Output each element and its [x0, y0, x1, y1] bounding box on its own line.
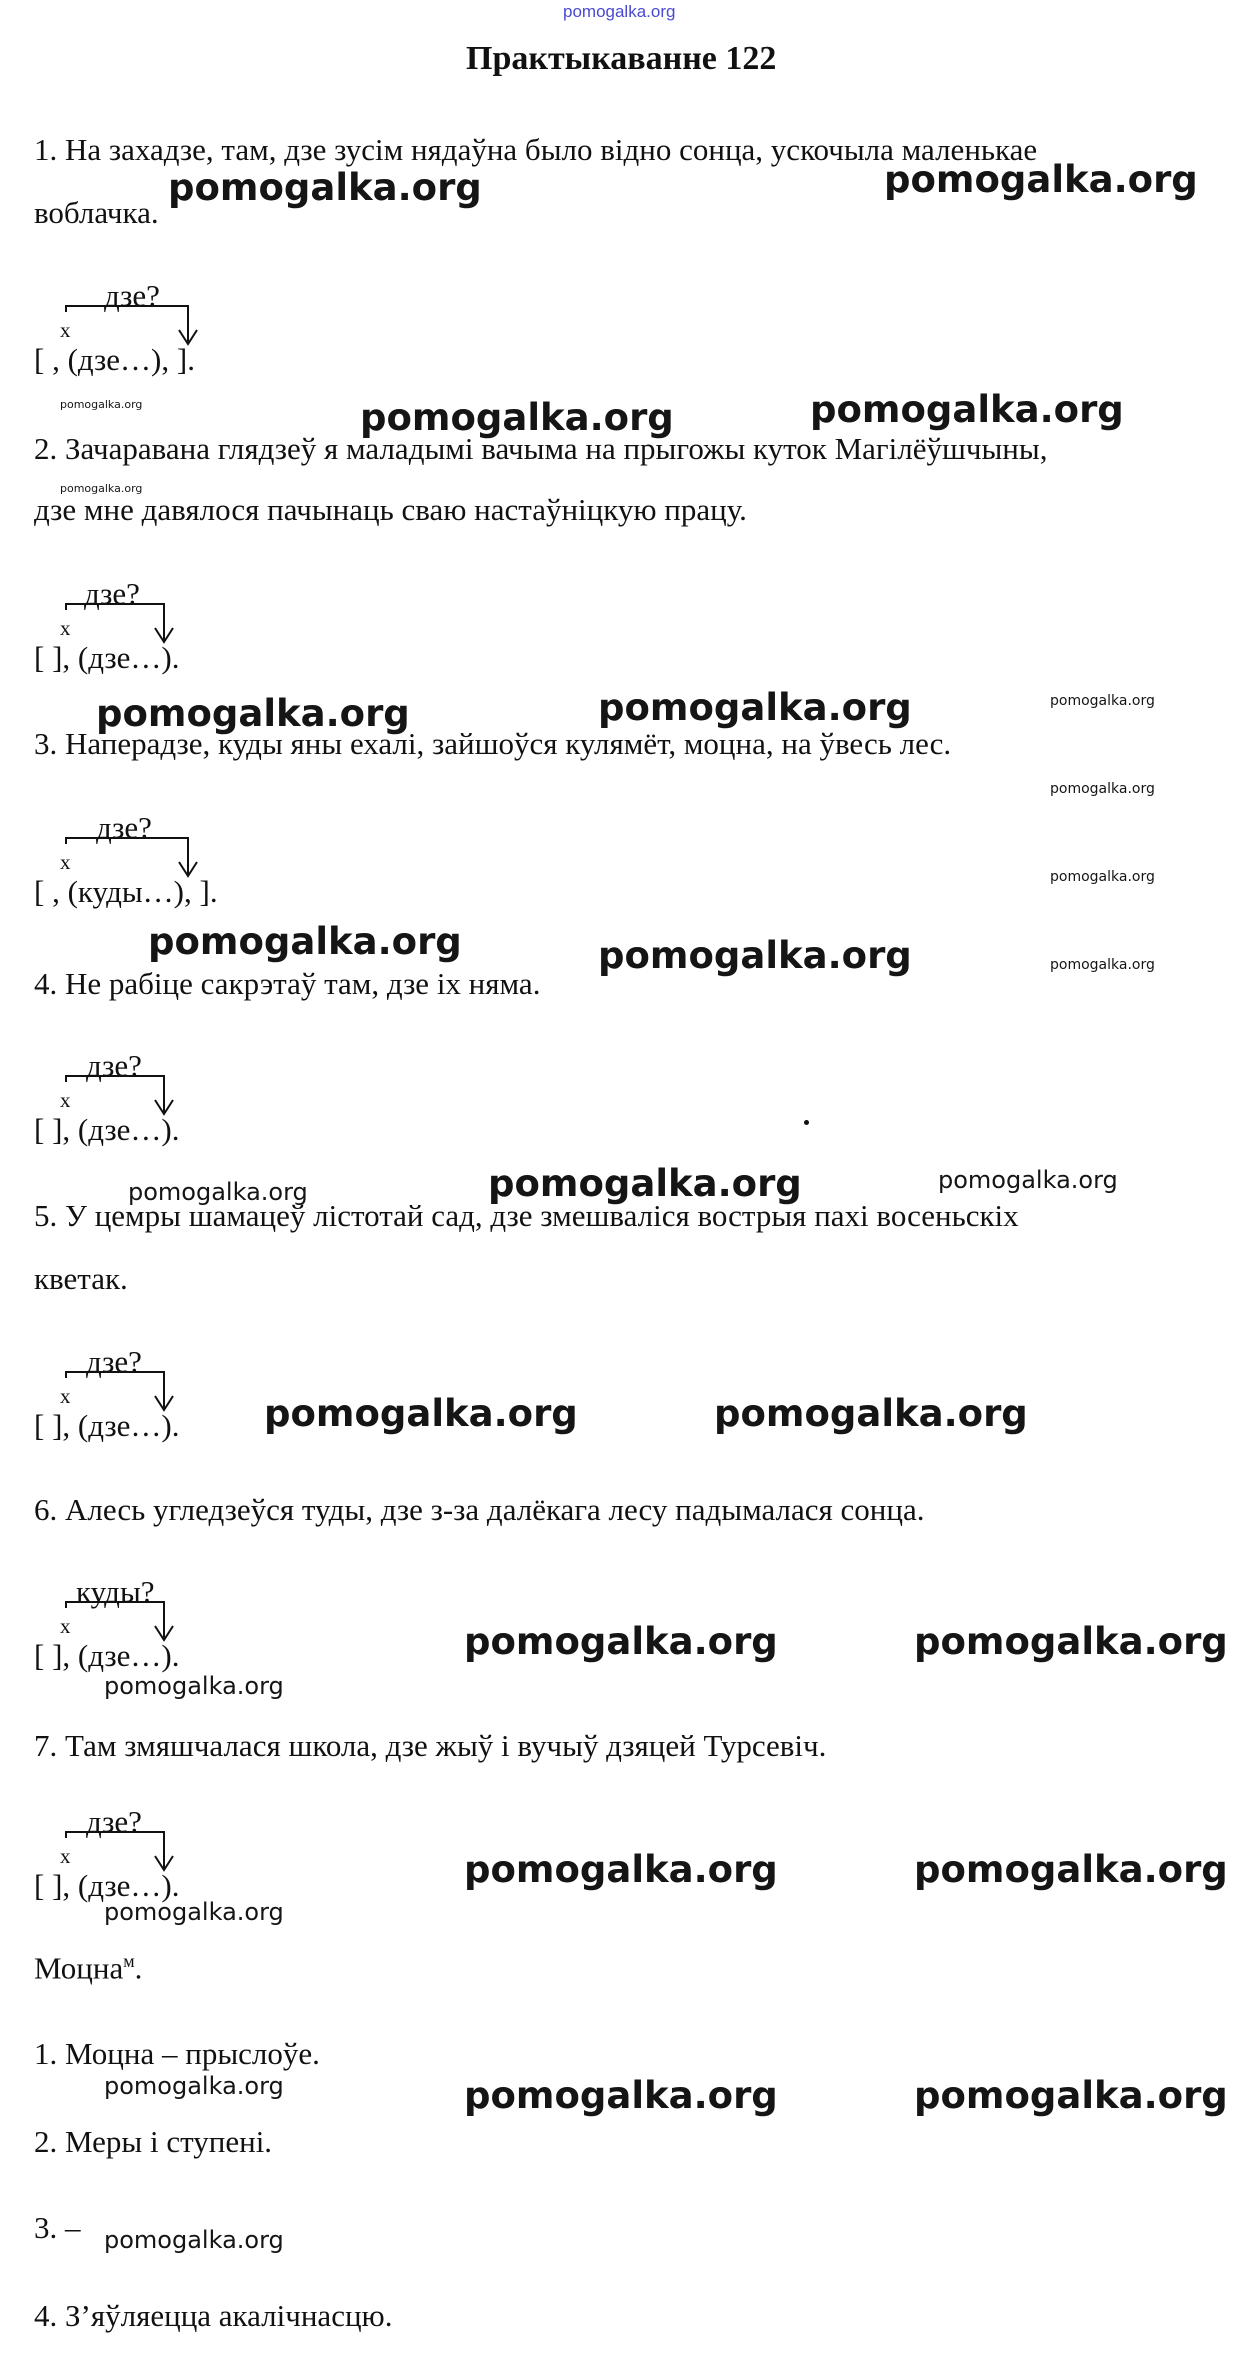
scheme-formula: [ ], (дзе…). [34, 1868, 180, 1903]
sentence-2-line-2: дзе мне давялося пачынаць сваю настаўніцкую працу. [34, 492, 747, 527]
analysis-point-2: 2. Меры і ступені. [34, 2124, 273, 2159]
watermark: pomogalka.org [1050, 869, 1155, 885]
site-link[interactable]: pomogalka.org [563, 2, 676, 21]
watermark: pomogalka.org [1050, 693, 1155, 709]
analysis-point-4: 4. З’яўляецца акалічнасцю. [34, 2298, 393, 2333]
sentence-4-line-1: 4. Не рабіце сакрэтаў там, дзе іх няма. [34, 966, 541, 1001]
watermark: pomogalka.org [148, 920, 462, 963]
sentence-6-line-1: 6. Алесь угледзеўся туды, дзе з-за далёкага лесу падымалася сонца. [34, 1492, 925, 1527]
scheme-marker: x [60, 616, 71, 640]
scheme-marker: x [60, 1614, 71, 1638]
scheme-marker: x [60, 1844, 71, 1868]
scheme-formula: [ , (куды…), ]. [34, 874, 218, 909]
scheme-formula: [ ], (дзе…). [34, 640, 180, 675]
watermark: pomogalka.org [714, 1392, 1028, 1435]
watermark: pomogalka.org [464, 1620, 778, 1663]
watermark: pomogalka.org [168, 166, 482, 209]
sentence-5-line-1: 5. У цемры шамацеў лістотай сад, дзе змешваліся вострыя пахі восеньскіх [34, 1198, 1019, 1233]
scheme-3 [34, 812, 354, 912]
watermark: pomogalka.org [104, 1898, 284, 1926]
watermark: pomogalka.org [488, 1162, 802, 1205]
watermark: pomogalka.org [60, 482, 143, 495]
watermark: pomogalka.org [360, 396, 674, 439]
sentence-3-line-1: 3. Наперадзе, куды яны ехалі, зайшоўся кулямёт, моцна, на ўвесь лес. [34, 726, 952, 761]
watermark: pomogalka.org [598, 686, 912, 729]
scheme-marker: x [60, 1384, 71, 1408]
watermark: pomogalka.org [96, 692, 410, 735]
scheme-question: дзе? [86, 1344, 142, 1379]
watermark: pomogalka.org [884, 158, 1198, 201]
scheme-formula: [ ], (дзе…). [34, 1112, 180, 1147]
scheme-1 [34, 280, 354, 380]
watermark: pomogalka.org [938, 1166, 1118, 1194]
sentence-7-line-1: 7. Там змяшчалася школа, дзе жыў і вучыў дзяцей Турсевіч. [34, 1728, 827, 1763]
scheme-question: дзе? [104, 278, 160, 313]
scheme-formula: [ ], (дзе…). [34, 1408, 180, 1443]
scheme-question: дзе? [84, 576, 140, 611]
analysis-end: . [134, 1950, 143, 1986]
sentence-1-line-2: воблачка. [34, 195, 159, 230]
watermark: pomogalka.org [128, 1178, 308, 1206]
scheme-formula: [ , (дзе…), ]. [34, 342, 195, 377]
stray-dot [804, 1120, 809, 1125]
scheme-formula: [ ], (дзе…). [34, 1638, 180, 1673]
scheme-marker: x [60, 1088, 71, 1112]
scheme-marker: x [60, 318, 71, 342]
page-title: Практыкаванне 122 [466, 40, 777, 77]
sentence-2-line-1: 2. Зачаравана глядзеў я маладымі вачыма на прыгожы куток Магілёўшчыны, [34, 431, 1048, 466]
watermark: pomogalka.org [914, 1620, 1228, 1663]
watermark: pomogalka.org [810, 388, 1124, 431]
scheme-question: дзе? [86, 1804, 142, 1839]
watermark: pomogalka.org [598, 934, 912, 977]
scheme-question: дзе? [86, 1048, 142, 1083]
scheme-question: куды? [76, 1574, 155, 1609]
sentence-5-line-2: кветак. [34, 1261, 128, 1296]
analysis-word: Моцна [34, 1950, 124, 1986]
watermark: pomogalka.org [104, 1672, 284, 1700]
analysis-mark: м [123, 1951, 135, 1971]
scheme-question: дзе? [96, 810, 152, 845]
scheme-2 [34, 578, 354, 678]
scheme-6 [34, 1576, 354, 1676]
watermark: pomogalka.org [914, 2074, 1228, 2117]
analysis-point-3: 3. – [34, 2210, 81, 2245]
scheme-4 [34, 1050, 354, 1150]
watermark: pomogalka.org [60, 398, 143, 411]
analysis-heading [34, 1950, 143, 1986]
watermark: pomogalka.org [1050, 781, 1155, 797]
analysis-point-1: 1. Моцна – прыслоўе. [34, 2036, 320, 2071]
watermark: pomogalka.org [1050, 957, 1155, 973]
watermark: pomogalka.org [464, 1848, 778, 1891]
scheme-marker: x [60, 850, 71, 874]
watermark: pomogalka.org [464, 2074, 778, 2117]
watermark: pomogalka.org [914, 1848, 1228, 1891]
watermark: pomogalka.org [264, 1392, 578, 1435]
scheme-7 [34, 1806, 354, 1906]
watermark: pomogalka.org [104, 2226, 284, 2254]
watermark: pomogalka.org [104, 2072, 284, 2100]
sentence-1-line-1: 1. На захадзе, там, дзе зусім нядаўна было відно сонца, ускочыла маленькае [34, 132, 1038, 167]
